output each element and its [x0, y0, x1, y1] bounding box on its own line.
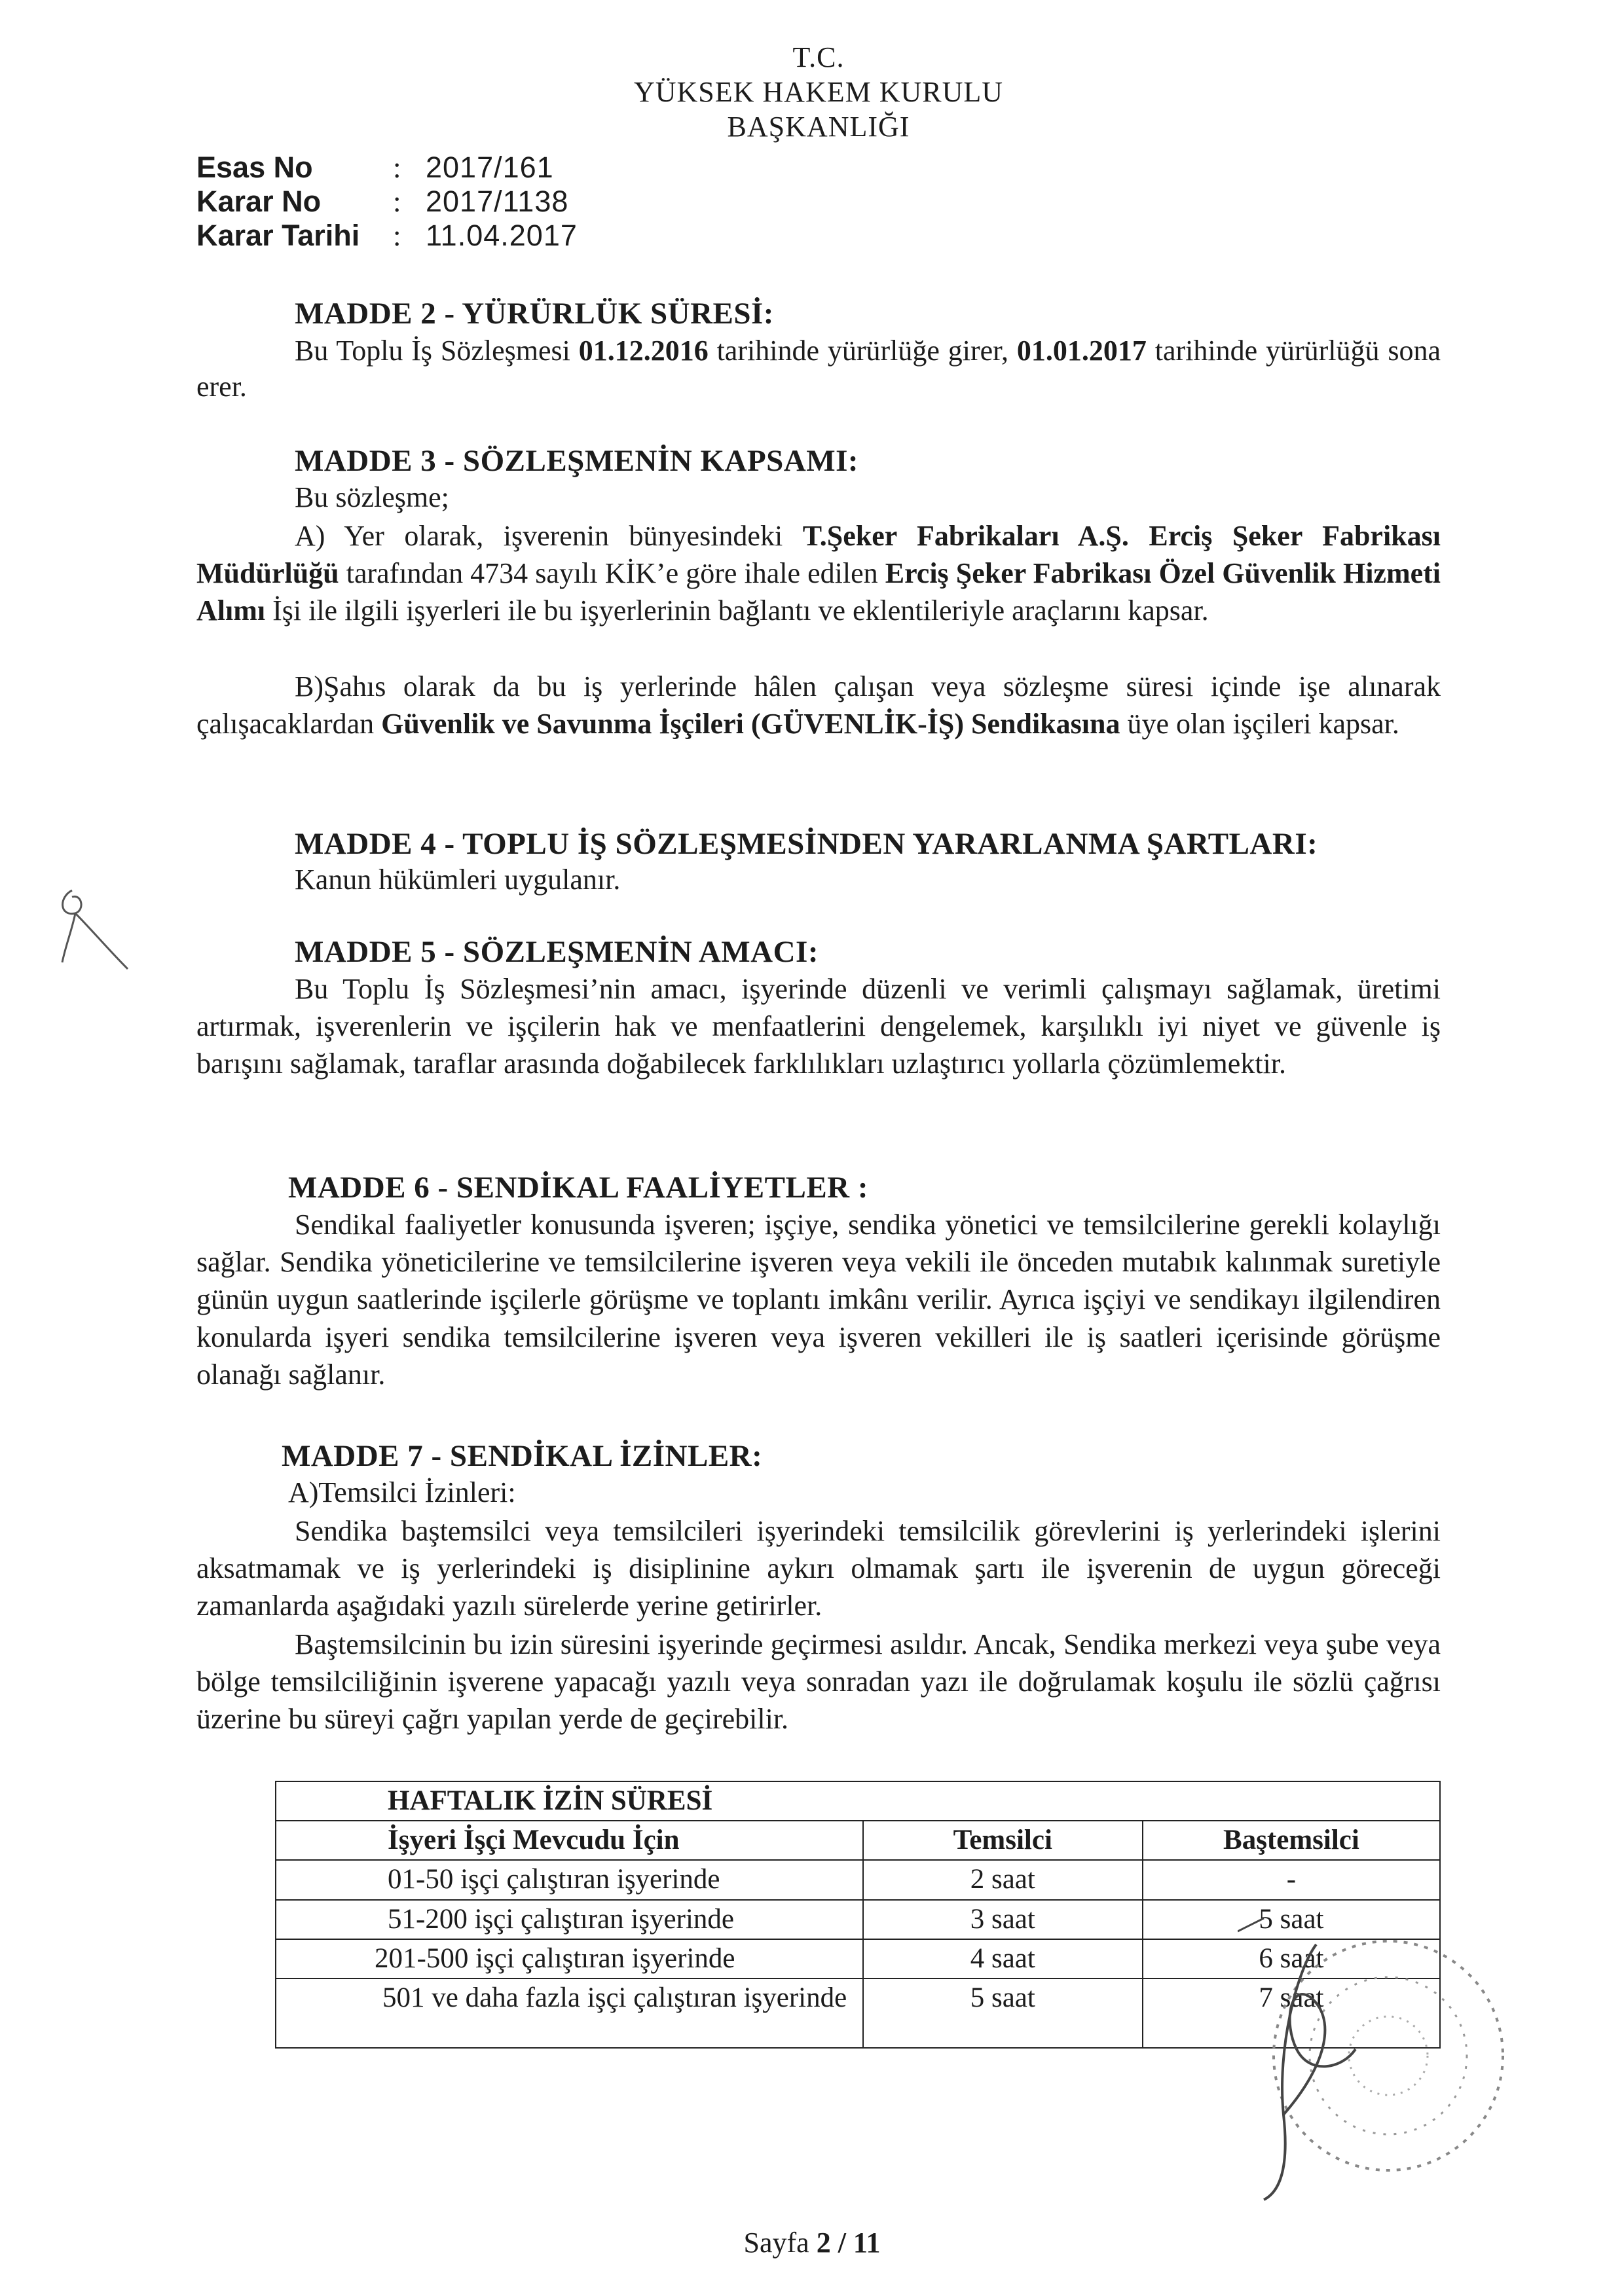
table-cell: 501 ve daha fazla işçi çalıştıran işyerinde [276, 1978, 863, 2048]
table-cell: 201-500 işçi çalıştıran işyerinde [276, 1939, 863, 1978]
madde-4-text: Kanun hükümleri uygulanır. [295, 864, 621, 896]
madde-7-paragraph-1: Sendika baştemsilci veya temsilcileri işyerindeki temsilcilik görevlerini iş yerlerindeki işlerini aksatmamak ve iş yerlerindeki iş disiplinine aykırı olmamak şartı ile işverenin de uygun göreceği zamanlarda aşağıdaki yazılı sürelerde yerine getirirler. [196, 1515, 1441, 1622]
madde-3-intro: Bu sözleşme; [295, 481, 449, 513]
page-number: 2 / 11 [816, 2227, 881, 2259]
madde-3-title: MADDE 3 - SÖZLEŞMENİN KAPSAMI: [295, 444, 859, 478]
table-cell: 6 saat [1143, 1939, 1440, 1978]
madde-6-text: Sendikal faaliyetler konusunda işveren; işçiye, sendika yönetici ve temsilcilerine gerekli kolaylığı sağlar. Sendika yöneticilerine ve temsilcilerine işveren veya vekili ile önceden mutabık kalınmak suretiyle günün uygun saatlerinde işçilerle görüşme ve toplantı imkânı verilir. Ayrıca işçiyi ve sendikayı ilgilendiren konularda işyeri sendika temsilcilerine işveren veya işveren vekilleri ile iş saatleri içerisinde görüşme olanağı sağlanır. [196, 1209, 1441, 1391]
column-header-bastemsilci: Baştemsilci [1143, 1821, 1440, 1860]
header-tc: T.C. [792, 41, 845, 73]
madde-2-title: MADDE 2 - YÜRÜRLÜK SÜRESİ: [295, 297, 774, 331]
madde-3-clause-a: A) Yer olarak, işverenin bünyesindeki T.Şeker Fabrikaları A.Ş. Erciş Şeker Fabrikası Müdürlüğü tarafından 4734 sayılı KİK’e göre ihale edilen Erciş Şeker Fabrikası Özel Güvenlik Hizmeti Alımı İşi ile ilgili işyerleri ile bu işyerlerinin bağlantı ve eklentileriyle araçlarını kapsar. [196, 520, 1441, 627]
document-header [524, 41, 1113, 144]
madde-4-title: MADDE 4 - TOPLU İŞ SÖZLEŞMESİNDEN YARARLANMA ŞARTLARI: [295, 827, 1318, 861]
table-cell: 2 saat [863, 1860, 1143, 1899]
page-footer [0, 2225, 1624, 2261]
madde-5-title: MADDE 5 - SÖZLEŞMENİN AMACI: [295, 935, 819, 969]
madde-7-subtitle: A)Temsilci İzinleri: [288, 1476, 516, 1508]
table-cell: 5 saat [863, 1978, 1143, 2048]
madde-7-title: MADDE 7 - SENDİKAL İZİNLER: [282, 1439, 763, 1473]
column-header-temsilci: Temsilci [863, 1821, 1143, 1860]
official-stamp-seal [1238, 1918, 1526, 2206]
page-label: Sayfa [743, 2227, 817, 2259]
meta-karar-tarihi: Karar Tarihi : 11.04.2017 [196, 219, 578, 252]
madde-3-clause-b: B)Şahıs olarak da bu iş yerlerinde hâlen çalışan veya sözleşme süresi içinde işe alınarak çalışacaklardan Güvenlik ve Savunma İşçileri (GÜVENLİK-İŞ) Sendikasına üye olan işçileri kapsar. [196, 670, 1441, 740]
header-office: BAŞKANLIĞI [727, 110, 910, 143]
table-cell: 3 saat [863, 1900, 1143, 1939]
madde-7-paragraph-2: Baştemsilcinin bu izin süresini işyerinde geçirmesi asıldır. Ancak, Sendika merkezi veya şube veya bölge temsilciliğinin işverene yapacağı yazılı veya sonradan yazı ile doğrulamak koşulu ile sözlü çağrısı üzerine bu süreyi çağrı yapılan yerde de geçirebilir. [196, 1628, 1441, 1736]
table-cell: 5 saat [1143, 1900, 1440, 1939]
table-cell: 4 saat [863, 1939, 1143, 1978]
table-title-row [276, 1781, 1440, 1821]
table-header-row [276, 1821, 1440, 1860]
margin-initials-mark [46, 877, 138, 975]
header-institution: YÜKSEK HAKEM KURULU [633, 75, 1004, 108]
madde-6-title: MADDE 6 - SENDİKAL FAALİYETLER : [288, 1171, 869, 1205]
table-cell: 7 saat [1143, 1978, 1440, 2048]
table-title: HAFTALIK İZİN SÜRESİ [276, 1781, 1440, 1821]
meta-esas-no: Esas No : 2017/161 [196, 151, 554, 184]
meta-karar-no: Karar No : 2017/1138 [196, 185, 569, 218]
madde-5-text: Bu Toplu İş Sözleşmesi’nin amacı, işyerinde düzenli ve verimli çalışmayı sağlamak, üretimi artırmak, işverenlerin ve işçilerin hak ve menfaatlerini dengelemek, karşılıklı iyi niyet ve güvenle iş barışını sağlamak, taraflar arasında doğabilecek farklılıkları uzlaştırıcı yollarla çözümlemektir. [196, 973, 1441, 1080]
table-row [276, 1860, 1440, 1899]
table-cell: 01-50 işçi çalıştıran işyerinde [276, 1860, 863, 1899]
table-cell: 51-200 işçi çalıştıran işyerinde [276, 1900, 863, 1939]
table-cell: - [1143, 1860, 1440, 1899]
column-header-workforce: İşyeri İşçi Mevcudu İçin [276, 1821, 863, 1860]
madde-2-text: Bu Toplu İş Sözleşmesi 01.12.2016 tarihinde yürürlüğe girer, 01.01.2017 tarihinde yürürlüğü sona erer. [196, 335, 1441, 403]
